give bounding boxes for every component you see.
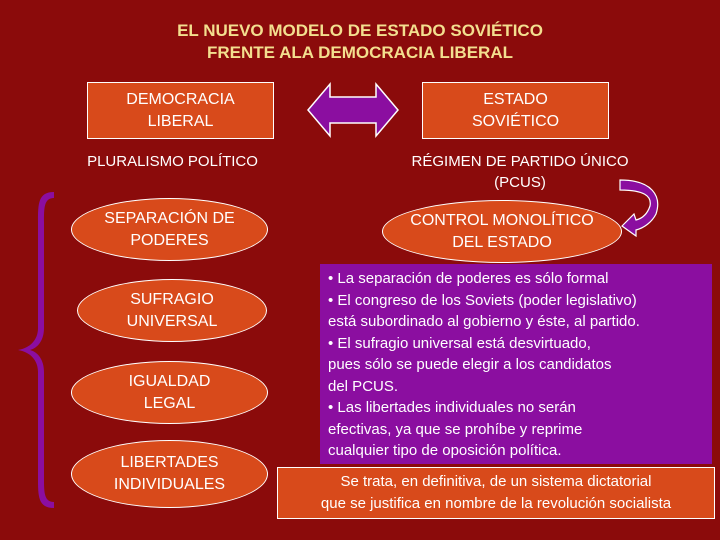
panel-line: • El congreso de los Soviets (poder legislativo) (328, 291, 637, 309)
ellipse-4-line-1: LIBERTADES (120, 454, 219, 471)
individual-liberties-ellipse (71, 440, 268, 508)
panel-line: del PCUS. (328, 377, 399, 395)
liberal-democracy-box (87, 82, 274, 139)
liberal-democracy-line-1: DEMOCRACIA (126, 90, 235, 108)
panel-line: está subordinado al gobierno y éste, al partido. (328, 313, 640, 330)
panel-line: efectivas, ya que se prohíbe y reprime (328, 420, 583, 438)
monolithic-control-line-2: DEL ESTADO (452, 233, 552, 251)
soviet-state-line-2: SOVIÉTICO (471, 112, 560, 130)
ellipse-4-line-2: INDIVIDUALES (113, 476, 226, 493)
ellipse-2-line-2: UNIVERSAL (126, 312, 218, 330)
soviet-state-box (422, 82, 609, 139)
single-party-line-1: RÉGIMEN DE PARTIDO ÚNICO (411, 153, 629, 170)
ellipse-3-line-2: LEGAL (143, 394, 196, 412)
curved-arrow-icon (618, 178, 664, 242)
conclusion-box (277, 467, 715, 519)
monolithic-control-line-1: CONTROL MONOLÍTICO (410, 211, 594, 229)
monolithic-control-ellipse (382, 200, 622, 263)
political-pluralism-heading: PLURALISMO POLÍTICO (87, 153, 258, 170)
slide-title (0, 20, 720, 64)
legal-equality-ellipse (71, 361, 268, 424)
panel-line: pues sólo se puede elegir a los candidatos (328, 356, 612, 373)
ellipse-3-line-1: IGUALDAD (128, 372, 211, 390)
conclusion-line-2: que se justifica en nombre de la revolución socialista (320, 495, 672, 512)
panel-line: • El sufragio universal está desvirtuado, (328, 334, 591, 352)
universal-suffrage-ellipse (77, 279, 267, 342)
panel-line: • Las libertades individuales no serán (328, 399, 576, 416)
single-party-line-2: (PCUS) (494, 174, 546, 191)
ellipse-1-line-2: PODERES (130, 231, 209, 249)
panel-line: • La separación de poderes es sólo formal (328, 270, 609, 287)
ellipse-1-line-1: SEPARACIÓN DE (104, 209, 235, 227)
soviet-state-line-1: ESTADO (483, 90, 548, 108)
curly-brace-icon (16, 190, 58, 510)
title-line-2: FRENTE ALA DEMOCRACIA LIBERAL (207, 43, 513, 62)
ellipse-2-line-1: SUFRAGIO (130, 290, 214, 308)
explanation-panel (320, 264, 712, 464)
double-arrow-icon (308, 84, 398, 136)
panel-line: cualquier tipo de oposición política. (328, 442, 562, 459)
title-line-1: EL NUEVO MODELO DE ESTADO SOVIÉTICO (177, 21, 543, 40)
conclusion-line-1: Se trata, en definitiva, de un sistema dictatorial (340, 473, 652, 490)
separation-of-powers-ellipse (71, 198, 268, 261)
liberal-democracy-line-2: LIBERAL (147, 112, 214, 130)
